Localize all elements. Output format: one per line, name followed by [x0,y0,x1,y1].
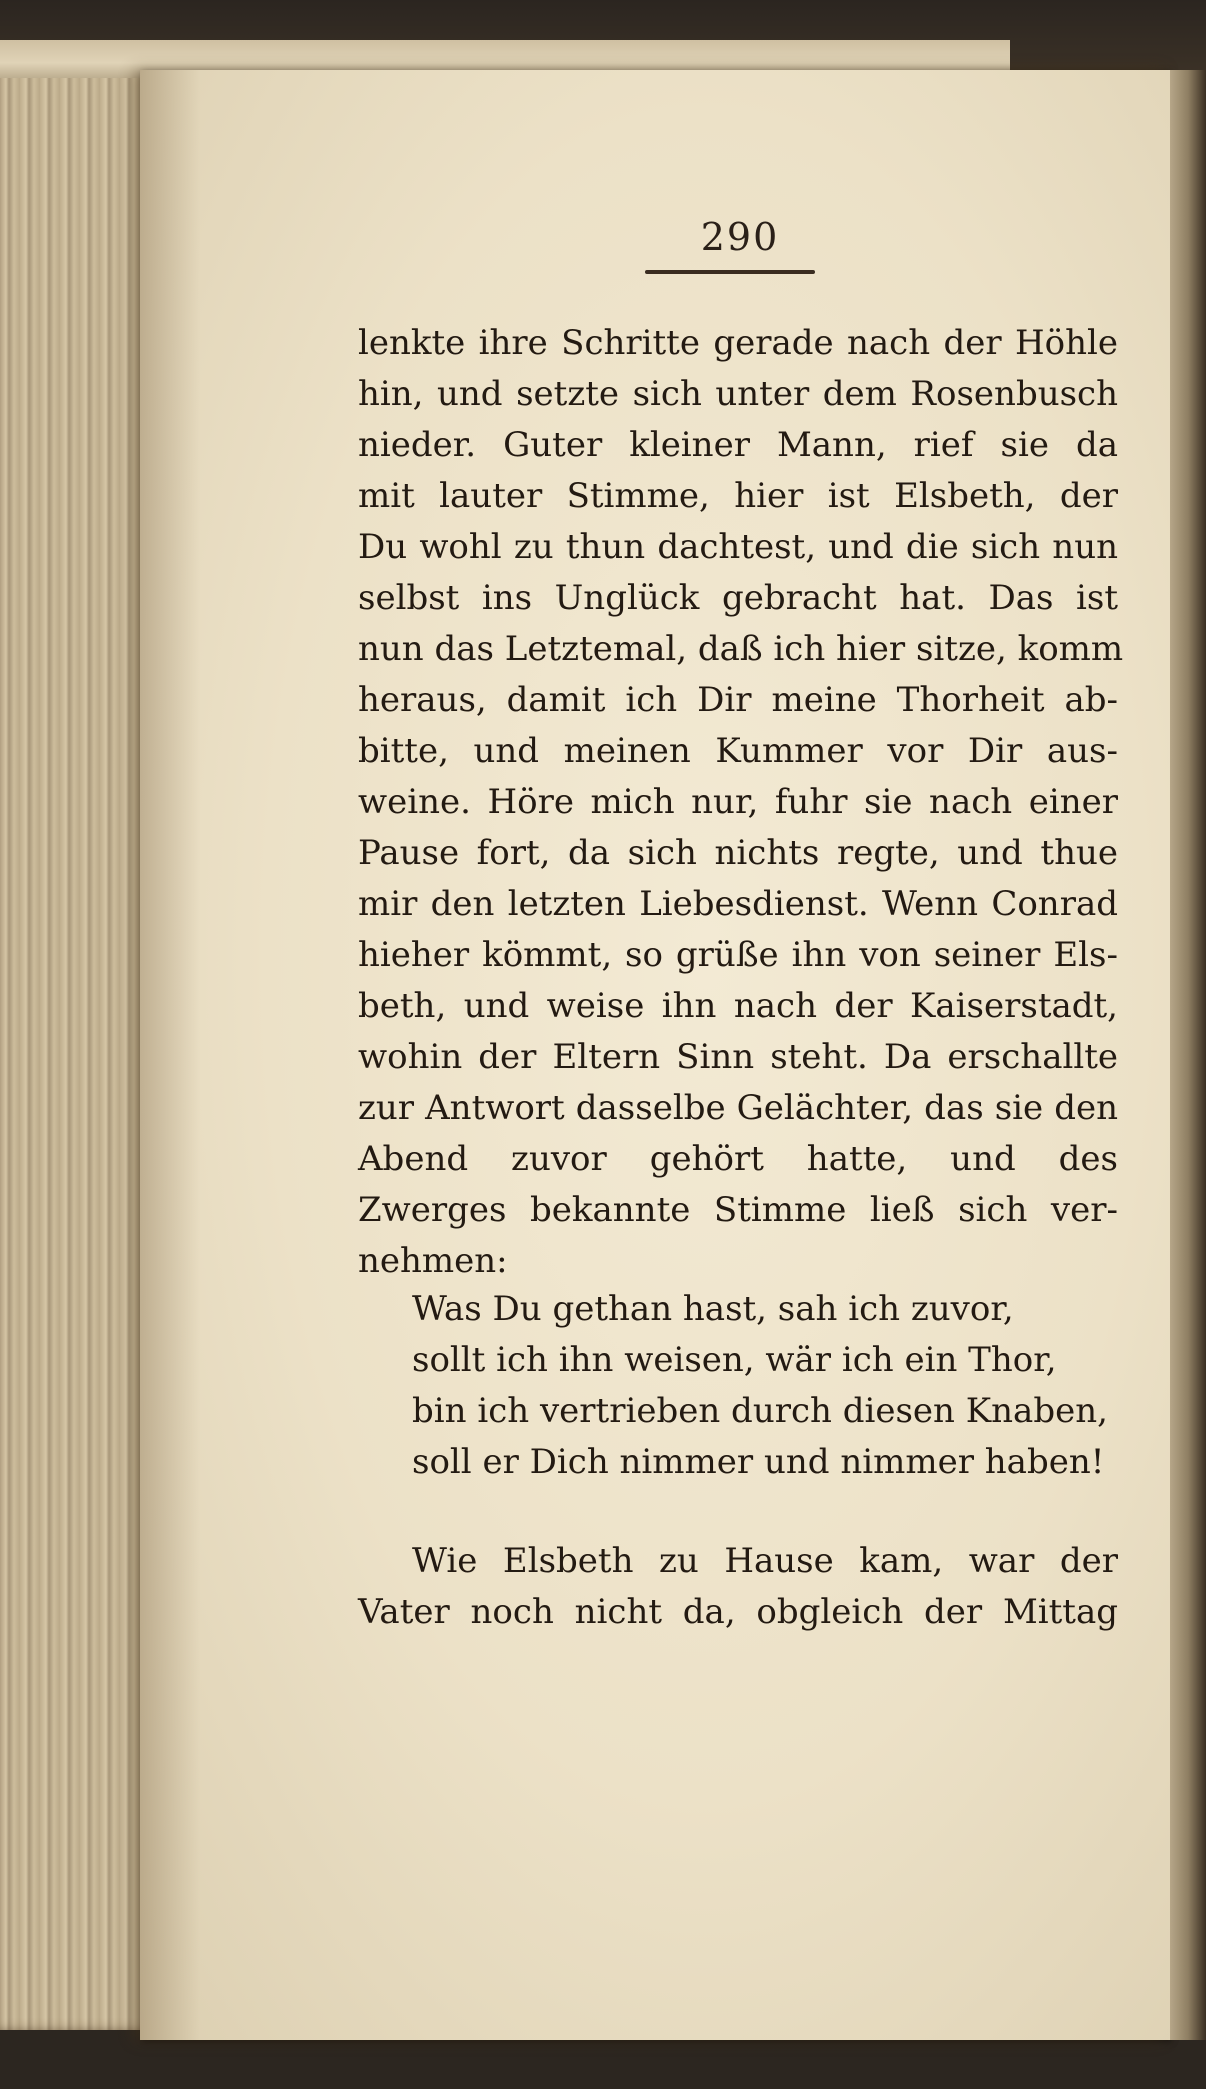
page-right-edge [1170,70,1206,2040]
text-line: heraus, damit ich Dir meine Thorheit ab- [358,680,1118,720]
verse-line: sollt ich ihn weisen, wär ich ein Thor, [412,1340,1057,1380]
text-line: Abend zuvor gehört hatte, und des [358,1139,1118,1179]
text-line: mit lauter Stimme, hier ist Elsbeth, der [358,476,1118,516]
text-line: selbst ins Unglück gebracht hat. Das ist [358,578,1118,618]
text-line: bitte, und meinen Kummer vor Dir aus- [358,731,1118,771]
verse-line: soll er Dich nimmer und nimmer haben! [412,1442,1105,1482]
text-line: Du wohl zu thun dachtest, und die sich nun [358,527,1118,567]
page-stack-edges [0,40,160,2030]
text-line: Pause fort, da sich nichts regte, und thue [358,833,1118,873]
verse-line: Was Du gethan hast, sah ich zuvor, [412,1289,1014,1329]
text-line: Zwerges bekannte Stimme ließ sich ver- [358,1190,1118,1230]
spine-shadow [140,70,200,2040]
text-line: zur Antwort dasselbe Gelächter, das sie den [358,1088,1118,1128]
text-line: weine. Höre mich nur, fuhr sie nach einer [358,782,1118,822]
text-line: nun das Letztemal, daß ich hier sitze, komm [358,629,1124,669]
text-line: Wie Elsbeth zu Hause kam, war der [412,1541,1118,1581]
verse-block [412,1284,1132,1488]
text-line: Vater noch nicht da, obgleich der Mittag [358,1592,1118,1632]
page-number-rule [645,270,815,274]
text-line: hieher kömmt, so grüße ihn von seiner Els- [358,935,1118,975]
paragraph-2 [358,1536,1118,1638]
page-number: 290 [700,215,780,259]
text-line: beth, und weise ihn nach der Kaiserstadt, [358,986,1118,1026]
text-line: mir den letzten Liebesdienst. Wenn Conrad [358,884,1118,924]
text-line: lenkte ihre Schritte gerade nach der Höhle [358,323,1118,363]
text-line: nieder. Guter kleiner Mann, rief sie da [358,425,1118,465]
verse-line: bin ich vertrieben durch diesen Knaben, [412,1391,1108,1431]
text-line: hin, und setzte sich unter dem Rosenbusch [358,374,1118,414]
text-line: wohin der Eltern Sinn steht. Da erschallte [358,1037,1118,1077]
paragraph-1 [358,318,1124,1287]
text-line: nehmen: [358,1241,508,1281]
